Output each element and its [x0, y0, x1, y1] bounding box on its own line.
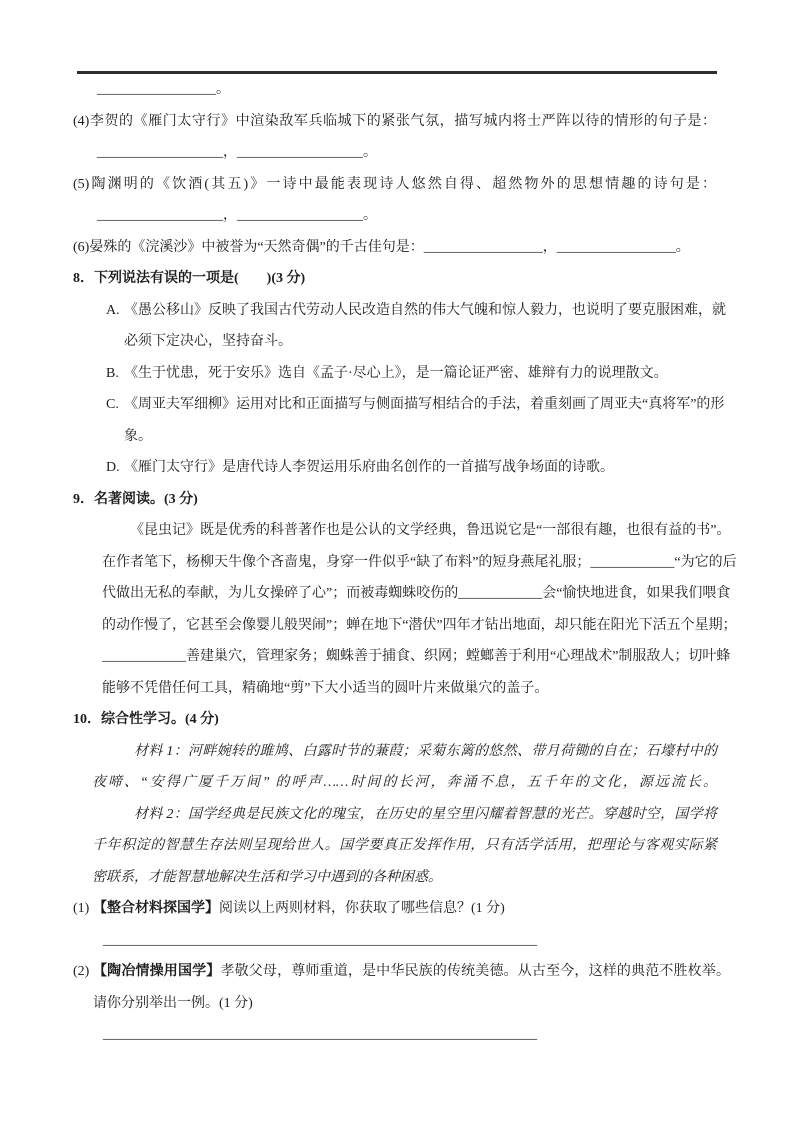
q8-option-a-line1: 《愚公移山》反映了我国古代劳动人民改造自然的伟大气魄和惊人毅力，也说明了要克服困难，就	[124, 302, 726, 318]
question-10-heading: 10．综合性学习。(4 分)	[73, 712, 219, 727]
q9-passage-line5: ____________善建巢穴，管理家务；蜘蛛善于捕食、织网；螳螂善于利用“心理战术”制服敌人；切叶蜂	[102, 649, 731, 664]
q8-option-d-label: D.	[106, 460, 120, 475]
q9-passage-line1: 《昆虫记》既是优秀的科普著作也是公认的文学经典，鲁迅说它是“一部很有趣，也很有益的书”。	[130, 523, 731, 538]
q8-option-c	[106, 389, 725, 421]
fill-item-4-text: (4)李贺的《雁门太守行》中渲染敌军兵临城下的紧张气氛，描写城内将士严阵以待的情形的句子是：	[73, 113, 716, 129]
q10-sub2-question-line1: 孝敬父母，尊师重道，是中华民族的传统美德。从古至今，这样的典范不胜枚举。	[220, 964, 731, 979]
q10-sub1-label: (1)	[73, 901, 90, 916]
q10-sub2-question-line2: 请你分别举出一例。(1 分)	[93, 995, 253, 1011]
q10-sub2	[73, 956, 730, 988]
q10-material2-line2: 千年积淀的智慧生存法则呈现给世人。国学要真正发挥作用，只有活学活用，把理论与客观实际紧	[92, 838, 717, 853]
q8-option-c-label: C.	[106, 397, 119, 412]
q8-option-b-line1: 《生于忧患，死于安乐》选自《孟子·尽心上》，是一篇论证严密、雄辩有力的说理散文。	[124, 365, 668, 381]
exam-content	[0, 74, 793, 1051]
q9-passage-line3: 代做出无私的奉献，为儿女操碎了心”；而被毒蜘蛛咬伤的____________会“愉快地进食，如果我们喂食	[102, 586, 731, 601]
q8-option-a-line2: 必须下定决心，坚持奋斗。	[124, 334, 292, 349]
question-8-heading: 8．下列说法有误的一项是( )(3 分)	[73, 271, 306, 286]
q8-option-b	[106, 358, 717, 390]
q10-sub2-text	[93, 956, 730, 988]
question-9-heading: 9．名著阅读。(3 分)	[73, 491, 198, 507]
fill-item-5-text: (5)陶渊明的《饮酒(其五)》一诗中最能表现诗人悠然自得、超然物外的思想情趣的诗句是：	[73, 176, 716, 192]
q10-sub1-text	[93, 893, 730, 925]
q9-passage-line6: 能够不凭借任何工具，精确地“剪”下大小适当的圆叶片来做巢穴的盖子。	[102, 680, 549, 696]
q10-material1-line1: 材料 1：河畔婉转的雎鸠、白露时节的蒹葭；采菊东篱的悠然、带月荷锄的自在；石壕村中的	[134, 743, 717, 759]
q10-material2-line1: 材料 2：国学经典是民族文化的瑰宝，在历史的星空里闪耀着智慧的光芒。穿越时空，国学将	[134, 806, 717, 822]
q10-sub2-tag: 【陶冶情操用国学】	[93, 964, 221, 979]
q9-passage-line2: 在作者笔下，杨柳天牛像个吝啬鬼，身穿一件似乎“缺了布料”的短身燕尾礼服；____________“为它的后	[102, 554, 737, 570]
q10-sub1	[73, 893, 730, 925]
q8-option-a	[106, 295, 726, 327]
fill-item-6	[73, 232, 716, 264]
q10-materials	[0, 736, 793, 894]
q8-option-b-label: B.	[106, 365, 119, 381]
fill-item-6-text: (6)晏殊的《浣溪沙》中被誉为“天然奇偶”的千古佳句是：	[73, 239, 424, 255]
q10-sub1-tag: 【整合材料探国学】	[93, 901, 219, 916]
fill-item-6-blanks: _________________，_________________。	[423, 239, 690, 255]
q10-sub2-answer-line: ______________________________________________________________	[103, 1027, 537, 1042]
q8-option-a-label: A.	[106, 302, 120, 318]
q9-passage-line4: 的动作慢了，它甚至会像婴儿般哭闹”；蝉在地下“潜伏”四年才钻出地面，却只能在阳光下活五个星期；	[102, 617, 737, 633]
q10-material2-line3: 密联系，才能智慧地解决生活和学习中遇到的各种困惑。	[92, 869, 442, 885]
q10-sub1-question: 阅读以上两则材料，你获取了哪些信息？(1 分)	[219, 901, 505, 916]
q8-option-c-line2: 象。	[124, 428, 152, 444]
q8-option-d-line1: 《雁门太守行》是唐代诗人李贺运用乐府曲名创作的一首描写战争场面的诗歌。	[124, 460, 614, 475]
q10-sub2-label: (2)	[73, 964, 90, 979]
fill-item-4-blanks: __________________，__________________。	[97, 145, 377, 160]
q10-sub1-answer-line: ______________________________________________________________	[103, 932, 537, 948]
fill-item-5-blanks: __________________，__________________。	[97, 208, 377, 223]
q8-option-d	[106, 452, 717, 484]
q10-material1-line2: 夜啼、“安得广厦千万间” 的呼声……时间的长河，奔涌不息，五千年的文化，源远流长。	[92, 775, 717, 790]
q8-option-c-line1: 《周亚夫军细柳》运用对比和正面描写与侧面描写相结合的手法，着重刻画了周亚夫“真将军”的形	[124, 397, 725, 412]
q9-passage	[0, 515, 793, 704]
answer-blank-carryover: _________________。	[97, 82, 230, 97]
